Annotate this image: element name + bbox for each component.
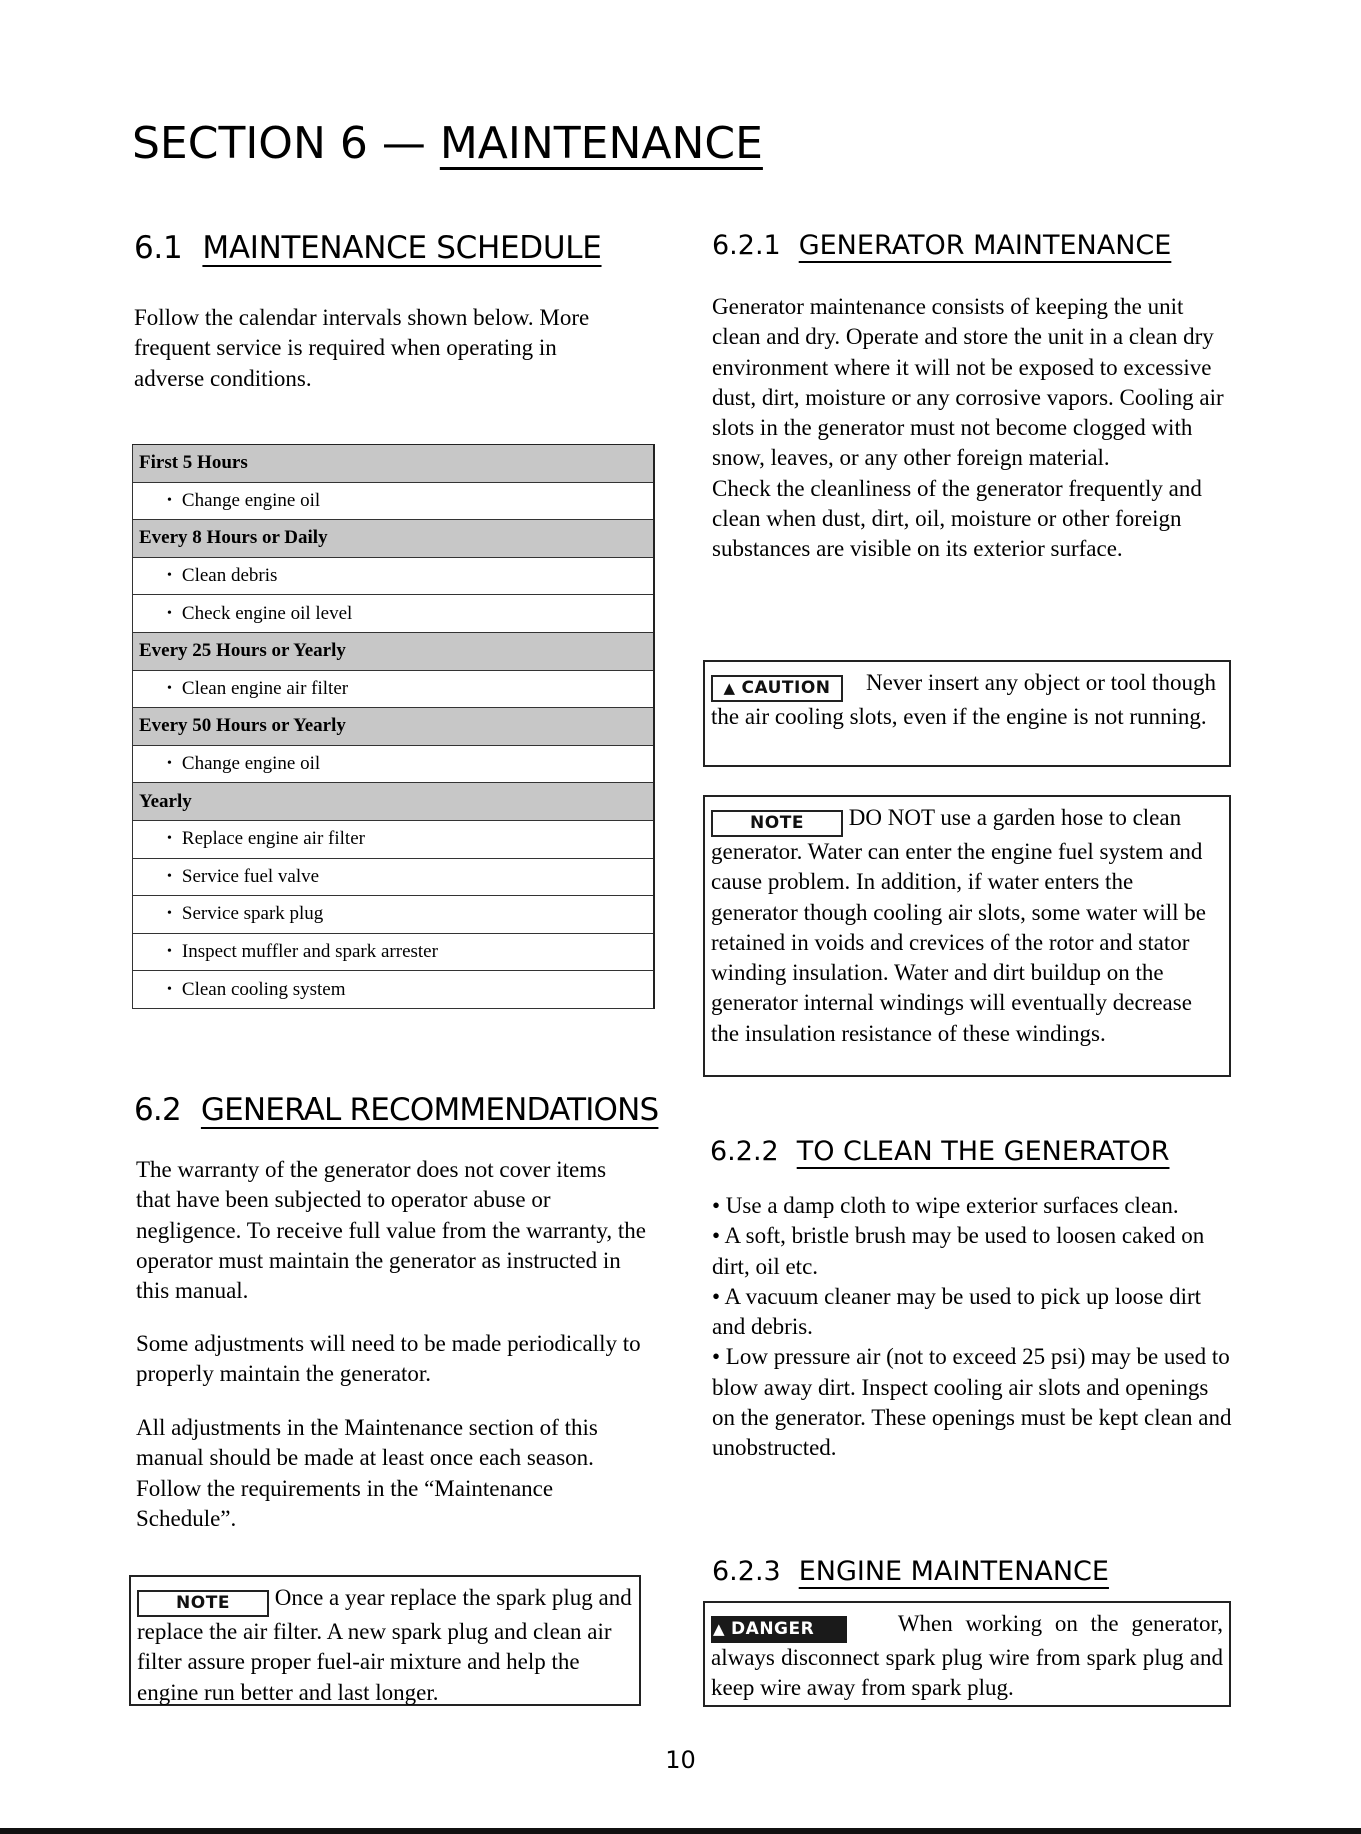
maintenance-schedule-table	[132, 444, 655, 1009]
page-title	[132, 116, 763, 172]
note-tag: NOTE	[711, 810, 843, 837]
task-label: Change engine oil	[181, 753, 321, 775]
bullet-icon: •	[167, 981, 172, 997]
task-label: Clean engine air filter	[181, 677, 349, 699]
heading-title: TO CLEAN THE GENERATOR	[796, 1136, 1170, 1167]
section-title: MAINTENANCE	[439, 118, 763, 169]
generator-maintenance-p2: Check the cleanliness of the generator frequently and clean when dust, dirt, oil, moisture or other foreign substances are visible on its exterior surface.	[712, 475, 1202, 562]
task-label: Clean debris	[181, 565, 278, 587]
warning-triangle-icon: ▲	[713, 1620, 726, 1638]
generator-maintenance-p1: Generator maintenance consists of keeping the unit clean and dry. Operate and store the unit in a clean dry environment where it will not be exposed to excessive dust, dirt, moisture or any corrosive vapors. Cooling air slots in the generator must not become clogged with snow, leaves, or any other foreign material.	[712, 294, 1224, 471]
danger-tag	[711, 1616, 847, 1643]
note-box-spark-plug	[129, 1575, 641, 1706]
note-box-garden-hose	[703, 795, 1231, 1077]
schedule-interval-header	[132, 520, 653, 558]
heading-6-2	[134, 1090, 658, 1130]
heading-6-2-1	[712, 228, 1171, 264]
page-number: 10	[665, 1746, 696, 1774]
note-text: Once a year replace the spark plug and replace the air filter. A new spark plug and clean air filter assure proper fuel-air mixture and help the engine run better and last longer.	[137, 1585, 632, 1705]
schedule-task-row	[132, 558, 653, 596]
task-label: Inspect muffler and spark arrester	[181, 941, 438, 963]
interval-label: Every 50 Hours or Yearly	[139, 715, 346, 737]
heading-6-2-2	[710, 1134, 1169, 1170]
bullet-icon: •	[167, 831, 172, 847]
danger-box	[703, 1601, 1231, 1707]
caution-tag	[711, 675, 843, 702]
cleaning-bullet-item: • Low pressure air (not to exceed 25 psi) may be used to blow away dirt. Inspect cooling air slots and openings on the generator. These openings must be kept clean and unobstructed.	[712, 1344, 1232, 1461]
bullet-icon: •	[167, 756, 172, 772]
task-label: Clean cooling system	[181, 978, 346, 1000]
generator-maintenance-paragraph	[712, 292, 1232, 565]
schedule-task-row	[132, 746, 653, 784]
heading-number: 6.2.2	[710, 1136, 779, 1167]
bullet-icon: •	[167, 906, 172, 922]
bullet-icon: •	[167, 605, 172, 621]
warning-triangle-icon: ▲	[723, 679, 736, 697]
heading-number: 6.2.3	[712, 1556, 781, 1587]
adjustments-paragraph: Some adjustments will need to be made periodically to properly maintain the generator.	[136, 1331, 641, 1387]
schedule-task-row	[132, 821, 653, 859]
schedule-task-row	[132, 671, 653, 709]
warranty-paragraph: The warranty of the generator does not cover items that have been subjected to operator abuse or negligence. To receive full value from the warranty, the operator must maintain the generator as instructed in this manual.	[136, 1157, 646, 1304]
season-paragraph: All adjustments in the Maintenance section of this manual should be made at least once each season. Follow the requirements in the “Maintenance Schedule”.	[136, 1415, 598, 1531]
danger-text: When working on the generator, always disconnect spark plug wire from spark plug and keep wire away from spark plug.	[711, 1611, 1223, 1701]
heading-6-1	[134, 228, 602, 268]
section-prefix: SECTION 6 —	[132, 118, 440, 169]
schedule-task-row	[132, 859, 653, 897]
heading-title: MAINTENANCE SCHEDULE	[202, 230, 602, 266]
interval-label: Every 25 Hours or Yearly	[139, 640, 346, 662]
caution-box	[703, 660, 1231, 767]
caution-tag-label: CAUTION	[741, 678, 831, 698]
task-label: Replace engine air filter	[181, 828, 365, 850]
heading-6-2-3	[712, 1554, 1109, 1590]
footer-rule	[0, 1828, 1361, 1834]
cleaning-bullet-item: • A vacuum cleaner may be used to pick up loose dirt and debris.	[712, 1283, 1202, 1340]
heading-title: ENGINE MAINTENANCE	[798, 1556, 1109, 1587]
schedule-task-row	[132, 483, 653, 521]
heading-title: GENERATOR MAINTENANCE	[798, 230, 1172, 261]
schedule-interval-header	[132, 783, 653, 821]
heading-number: 6.1	[134, 230, 183, 266]
schedule-interval-header	[132, 633, 653, 671]
note-tag: NOTE	[137, 1590, 269, 1617]
cleaning-bullet-item: • A soft, bristle brush may be used to loosen caked on dirt, oil etc.	[712, 1223, 1205, 1279]
caution-text: Never insert any object or tool though the air cooling slots, even if the engine is not running.	[711, 670, 1217, 729]
heading-number: 6.2	[134, 1092, 181, 1128]
schedule-task-row	[132, 595, 653, 633]
schedule-intro: Follow the calendar intervals shown below. More frequent service is required when operating in adverse conditions.	[134, 305, 590, 391]
heading-title: GENERAL RECOMMENDATIONS	[200, 1092, 659, 1128]
danger-tag-label: DANGER	[731, 1619, 815, 1639]
task-label: Change engine oil	[181, 489, 321, 511]
schedule-interval-header	[132, 445, 653, 483]
bullet-icon: •	[167, 868, 172, 884]
schedule-interval-header	[132, 708, 653, 746]
cleaning-bullet-item: • Use a damp cloth to wipe exterior surfaces clean.	[712, 1193, 1179, 1218]
heading-number: 6.2.1	[712, 230, 781, 261]
schedule-task-row	[132, 934, 653, 972]
cleaning-bullet-list	[712, 1191, 1232, 1464]
task-label: Service fuel valve	[181, 865, 320, 887]
bullet-icon: •	[167, 680, 172, 696]
schedule-task-row	[132, 971, 653, 1009]
note-text: DO NOT use a garden hose to clean generator. Water can enter the engine fuel system and cause problem. In addition, if water enters the generator though cooling air slots, some water will be retained in voids and crevices of the rotor and stator winding insulation. Water and dirt buildup on the generator internal windings will eventually decrease the insulation resistance of these windings.	[711, 805, 1207, 1046]
bullet-icon: •	[167, 492, 172, 508]
bullet-icon: •	[167, 568, 172, 584]
schedule-task-row	[132, 896, 653, 934]
task-label: Service spark plug	[181, 903, 324, 925]
interval-label: Yearly	[139, 790, 192, 812]
task-label: Check engine oil level	[181, 602, 353, 624]
interval-label: First 5 Hours	[139, 452, 248, 474]
interval-label: Every 8 Hours or Daily	[139, 527, 328, 549]
bullet-icon: •	[167, 944, 172, 960]
